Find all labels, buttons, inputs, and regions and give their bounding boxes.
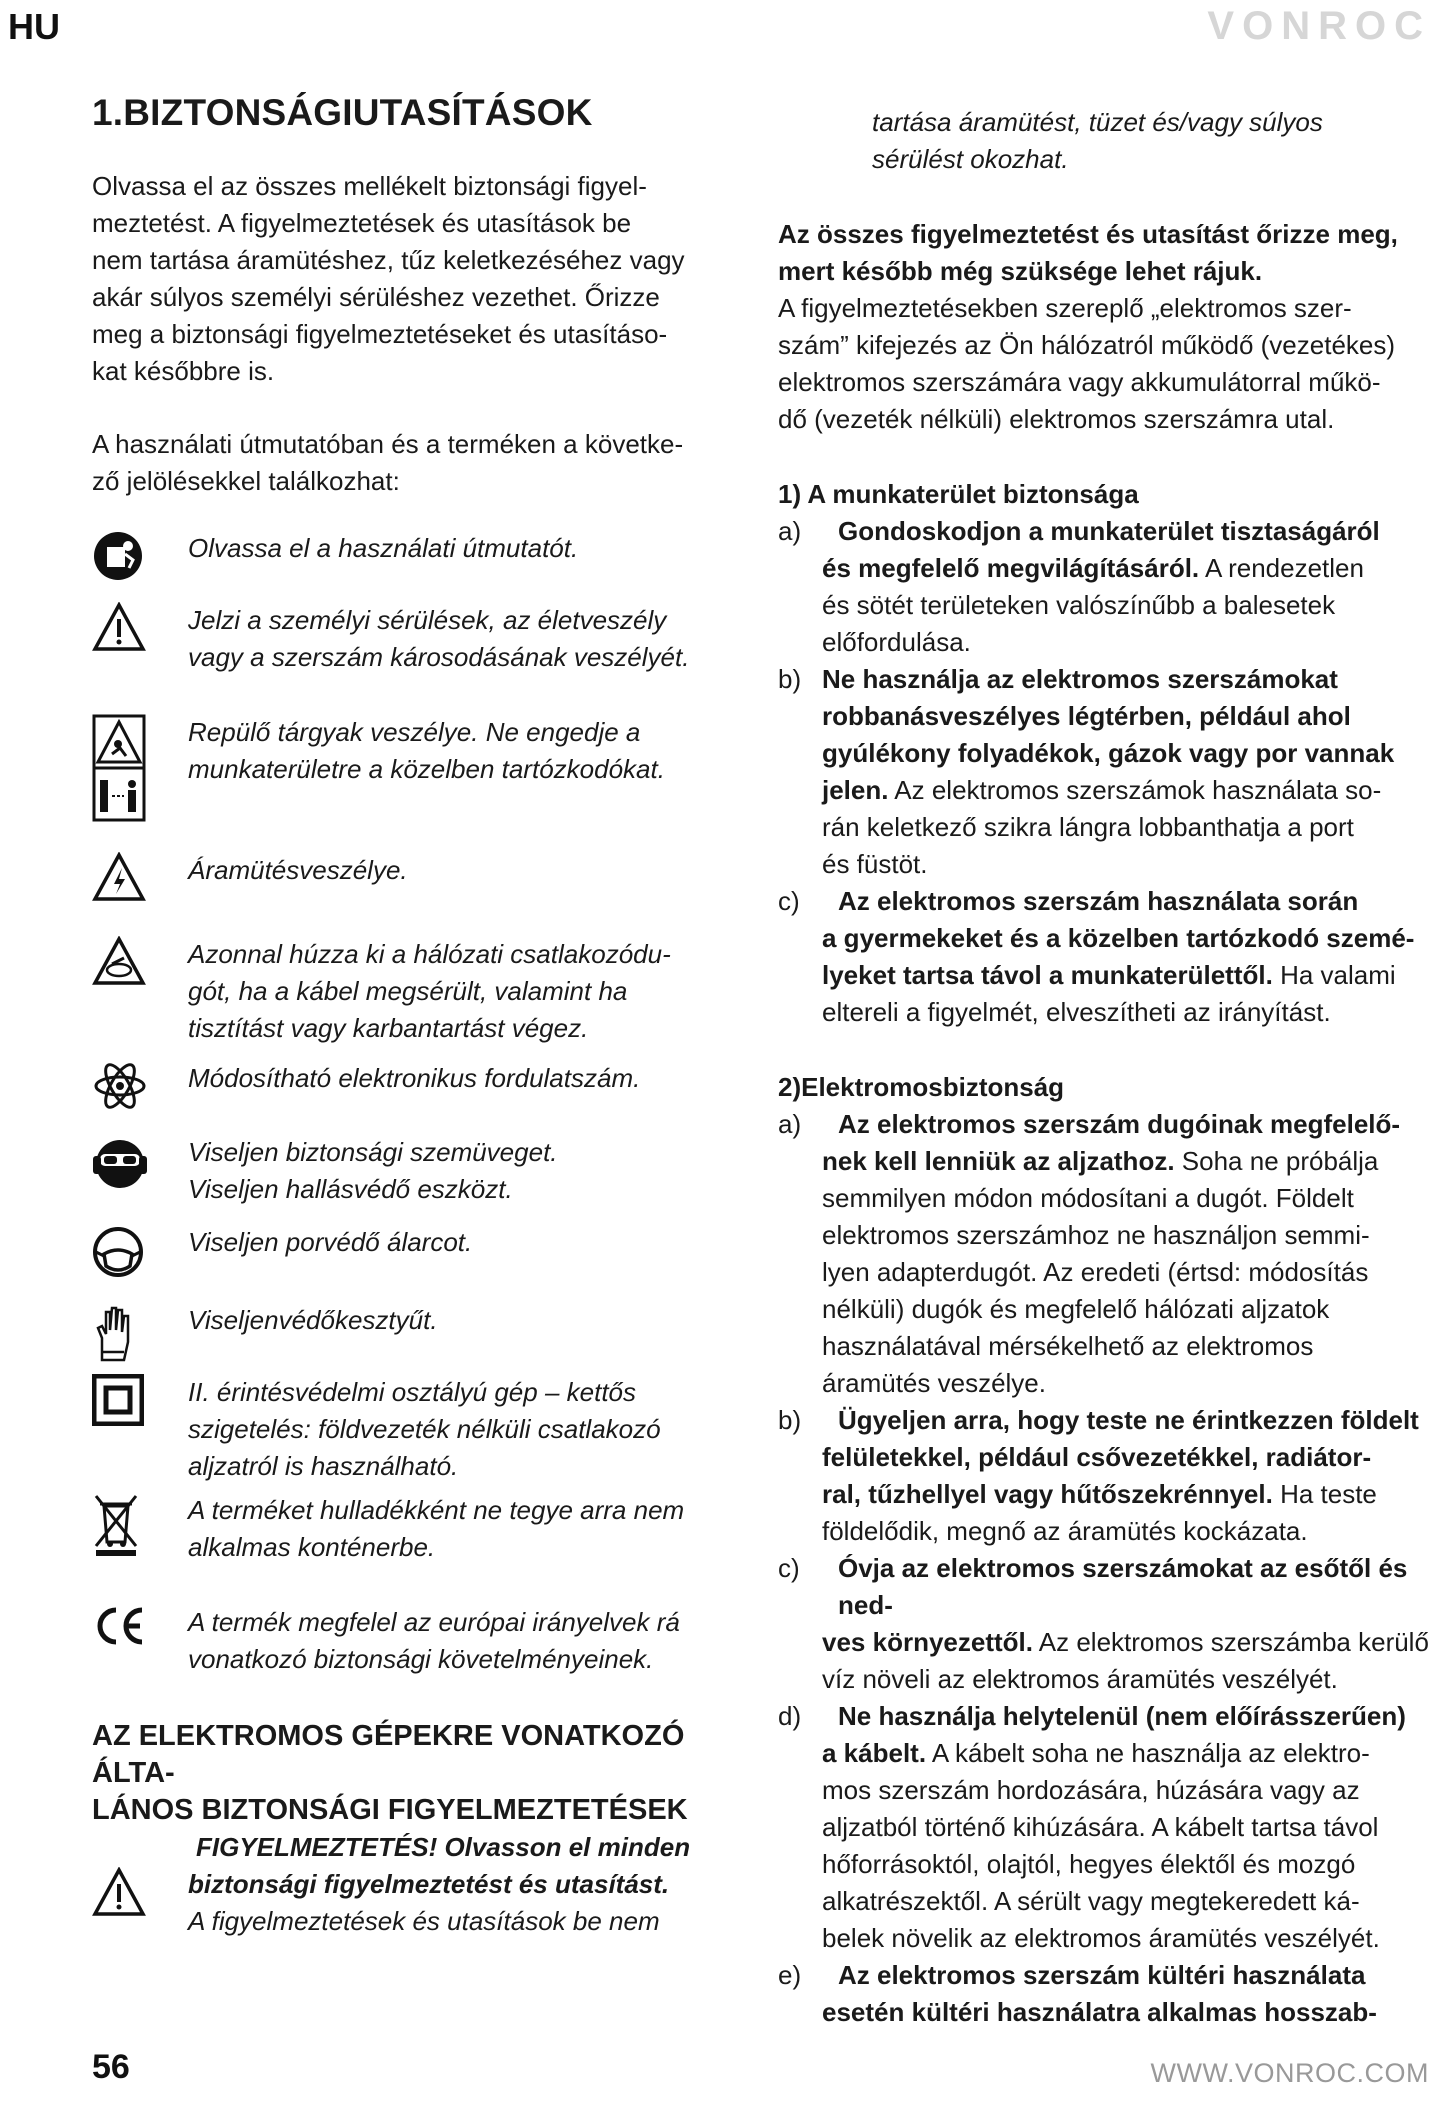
text-line [822, 1735, 1440, 1772]
bold-text: ral, tűzhellyel vagy hűtőszekrénnyel. [822, 1479, 1273, 1509]
list-item [778, 1698, 1440, 1957]
text-line: meztetést. A figyelmeztetések és utasítások be [92, 208, 632, 238]
item-body [822, 513, 1440, 661]
heading-line: AZ ELEKTROMOS GÉPEKRE VONATKOZÓ ÁLTA- [92, 1720, 685, 1789]
text-line: aljzatból történő kihúzására. A kábelt tartsa távol [822, 1812, 1379, 1842]
page-number: 56 [92, 2048, 130, 2086]
text-line: Viseljenvédőkesztyűt. [188, 1305, 438, 1335]
text-line: és füstöt. [822, 849, 928, 879]
text-line: Repülő tárgyak veszélye. Ne engedje a [188, 717, 641, 747]
text-line: A használati útmutatóban és a terméken a követke- [92, 429, 684, 459]
text-line: földelődik, megnő az áramütés kockázata. [822, 1516, 1308, 1546]
symbol-row [92, 1604, 752, 1678]
flying-objects-icon [92, 714, 188, 822]
footer-url: WWW.VONROC.COM [1150, 2058, 1429, 2088]
text-line: biztonsági figyelmeztetést és utasítást. [188, 1869, 670, 1899]
item-label: b) [778, 664, 802, 694]
text-line: vonatkozó biztonsági követelményeinek. [188, 1644, 654, 1674]
symbol-row [92, 1374, 752, 1485]
bold-text: Az elektromos szerszám dugóinak megfelelő- [838, 1109, 1401, 1139]
text-line [822, 1550, 1440, 1624]
symbol-description [188, 936, 752, 1047]
text-line: A terméket hulladékként ne tegye arra nem [188, 1495, 685, 1525]
text-line [822, 1994, 1440, 2031]
bold-text: Az elektromos szerszám használata során [838, 886, 1359, 916]
text-line: vagy a szerszám károsodásának veszélyét. [188, 642, 690, 672]
text-line [822, 698, 1440, 735]
text-line: Az összes figyelmeztetést és utasítást őrizze meg, [778, 219, 1398, 249]
item-body [822, 1698, 1440, 1957]
text-line [822, 1439, 1440, 1476]
symbol-description [188, 1060, 752, 1097]
bold-text: Ne használja helytelenül (nem előírásszerűen) [838, 1701, 1406, 1731]
bold-text: a kábelt. [822, 1738, 927, 1768]
bold-text: Gondoskodjon a munkaterület tisztaságáról [838, 516, 1380, 546]
text-line: tartása áramütést, tüzet és/vagy súlyos [872, 107, 1323, 137]
text-line: alkatrészektől. A sérült vagy megtekeredett ká- [822, 1886, 1360, 1916]
text-line [822, 661, 1440, 698]
text-line: mert később még szüksége lehet rájuk. [778, 256, 1263, 286]
symbol-row [92, 714, 752, 822]
gloves-icon [92, 1302, 188, 1364]
text-line: Viseljen porvédő álarcot. [188, 1227, 473, 1257]
list-item [778, 513, 1440, 661]
item-body [822, 661, 1440, 883]
symbol-description [188, 1224, 752, 1261]
normal-text: Soha ne próbálja [1181, 1146, 1379, 1176]
list-item [778, 1957, 1440, 2031]
unplug-icon [92, 936, 188, 986]
item-label: b) [778, 1405, 802, 1435]
symbol-row [92, 1492, 752, 1566]
text-line: Jelzi a személyi sérülések, az életveszély [188, 605, 667, 635]
normal-text: Ha teste [1280, 1479, 1377, 1509]
bold-text: Óvja az elektromos szerszámokat az esőtől és ned- [838, 1553, 1408, 1620]
text-line: sérülést okozhat. [872, 144, 1069, 174]
text-line [822, 1698, 1440, 1735]
heading-line: LÁNOS BIZTONSÁGI FIGYELMEZTETÉSEK [92, 1794, 688, 1826]
symbol-description [188, 714, 752, 788]
list-item [778, 1550, 1440, 1698]
text-line: Olvassa el a használati útmutatót. [188, 533, 579, 563]
list-item [778, 1402, 1440, 1550]
text-line [822, 957, 1440, 994]
symbol-row [92, 602, 752, 676]
text-line: A figyelmeztetések és utasítások be nem [188, 1906, 660, 1936]
text-line: II. érintésvédelmi osztályú gép – kettős [188, 1377, 637, 1407]
text-line: aljzatról is használható. [188, 1451, 459, 1481]
work-area-items [778, 513, 1440, 1031]
bold-text: nek kell lenniük az aljzathoz. [822, 1146, 1175, 1176]
brand-logo: VONROC [1207, 4, 1431, 48]
section-title: 1.BIZTONSÁGIUTASÍTÁSOK [92, 92, 593, 133]
item-body [822, 1550, 1440, 1698]
normal-text: A kábelt soha ne használja az elektro- [931, 1738, 1370, 1768]
bold-text: ves környezettől. [822, 1627, 1033, 1657]
text-line: Olvassa el az összes mellékelt biztonsági figyel- [92, 171, 647, 201]
keep-instructions [778, 216, 1440, 290]
text-line: A termék megfelel az európai irányelvek rá [188, 1607, 680, 1637]
symbol-row [92, 936, 752, 1047]
text-line [822, 883, 1440, 920]
text-line: FIGYELMEZTETÉS! Olvasson el minden [196, 1832, 691, 1862]
text-line: Viseljen hallásvédő eszközt. [188, 1174, 513, 1204]
text-line: elektromos szerszámhoz ne használjon semmi- [822, 1220, 1370, 1250]
symbol-row [92, 1134, 752, 1208]
symbol-description [188, 1134, 752, 1208]
symbol-description [188, 602, 752, 676]
symbol-row [92, 1060, 752, 1112]
text-line: mos szerszám hordozására, húzására vagy az [822, 1775, 1360, 1805]
symbol-row [92, 1302, 752, 1364]
text-line: semmilyen módon módosítani a dugót. Földelt [822, 1183, 1354, 1213]
symbol-description [188, 1604, 752, 1678]
symbol-row [92, 1224, 752, 1280]
item-body [822, 1957, 1440, 2031]
text-line: munkaterületre a közelben tartózkodókat. [188, 754, 665, 784]
bold-text: esetén kültéri használatra alkalmas hosszab- [822, 1997, 1377, 2027]
text-line: nélküli) dugók és megfelelő hálózati aljzatok [822, 1294, 1330, 1324]
text-line: rán keletkező szikra lángra lobbanthatja a port [822, 812, 1354, 842]
weee-bin-icon [92, 1492, 188, 1558]
section-work-area-title: 1) A munkaterület biztonsága [778, 479, 1139, 509]
text-line: lyen adapterdugót. Az eredeti (értsd: módosítás [822, 1257, 1369, 1287]
text-line [822, 1476, 1440, 1513]
item-label: d) [778, 1701, 802, 1731]
double-insulation-icon [92, 1374, 188, 1426]
electric-shock-icon [92, 852, 188, 902]
symbol-description [188, 852, 752, 889]
text-line: Azonnal húzza ki a hálózati csatlakozódu- [188, 939, 671, 969]
text-line: előfordulása. [822, 627, 971, 657]
text-line: szigetelés: földvezeték nélküli csatlakozó [188, 1414, 661, 1444]
item-label: a) [778, 516, 802, 546]
text-line: Viseljen biztonsági szemüveget. [188, 1137, 558, 1167]
text-line: tisztítást vagy karbantartást végez. [188, 1013, 589, 1043]
term-definition [778, 290, 1440, 438]
text-line [822, 735, 1440, 772]
text-line: Áramütésveszélye. [188, 855, 408, 885]
read-manual-icon [92, 530, 188, 582]
left-column [92, 92, 752, 1940]
goggles-earmuffs-icon [92, 1134, 188, 1192]
language-code: HU [8, 6, 60, 47]
text-line: elektromos szerszámára vagy akkumulátorral műkö- [778, 367, 1381, 397]
symbol-description [188, 1302, 752, 1339]
text-line: A figyelmeztetésekben szereplő „elektromos szer- [778, 293, 1352, 323]
text-line [822, 1143, 1440, 1180]
item-label: e) [778, 1960, 802, 1990]
symbol-row [92, 852, 752, 902]
normal-text: Ha valami [1280, 960, 1396, 990]
text-line: víz növeli az elektromos áramütés veszélyét. [822, 1664, 1338, 1694]
bold-text: Az elektromos szerszám kültéri használata [838, 1960, 1366, 1990]
bold-text: Ne használja az elektromos szerszámokat [822, 664, 1338, 694]
text-line: dő (vezeték nélküli) elektromos szerszámra utal. [778, 404, 1335, 434]
text-line: belek növelik az elektromos áramütés veszélyét. [822, 1923, 1380, 1953]
continued-text [778, 104, 1440, 178]
list-item [778, 661, 1440, 883]
item-label: a) [778, 1109, 802, 1139]
text-line: alkalmas konténerbe. [188, 1532, 436, 1562]
text-line: meg a biztonsági figyelmeztetéseket és utasításo- [92, 319, 668, 349]
text-line: ző jelölésekkel találkozhat: [92, 466, 400, 496]
electrical-items [778, 1106, 1440, 2031]
text-line [822, 1957, 1440, 1994]
warning-text [188, 1829, 690, 1940]
normal-text: Az elektromos szerszámok használata so- [894, 775, 1382, 805]
normal-text: Az elektromos szerszámba kerülő [1038, 1627, 1429, 1657]
bold-text: Ügyeljen arra, hogy teste ne érintkezzen földelt [838, 1405, 1419, 1435]
item-body [822, 883, 1440, 1031]
variable-speed-icon [92, 1060, 188, 1112]
text-line: akár súlyos személyi sérüléshez vezethet. Őrizze [92, 282, 660, 312]
text-line: kat későbbre is. [92, 356, 275, 386]
bold-text: jelen. [822, 775, 889, 805]
text-line [822, 550, 1440, 587]
bold-text: és megfelelő megvilágításáról. [822, 553, 1200, 583]
text-line: nem tartása áramütéshez, tűz keletkezéséhez vagy [92, 245, 685, 275]
text-line: és sötét területeken valószínűbb a balesetek [822, 590, 1336, 620]
symbol-row [92, 530, 752, 582]
text-line: használatával mérsékelhető az elektromos [822, 1331, 1314, 1361]
bold-text: felületekkel, például csővezetékkel, radiátor- [822, 1442, 1372, 1472]
dust-mask-icon [92, 1224, 188, 1280]
symbol-description [188, 1492, 752, 1566]
symbol-description [188, 1374, 752, 1485]
right-column [778, 104, 1440, 2031]
text-line: szám” kifejezés az Ön hálózatról működő (vezetékes) [778, 330, 1396, 360]
bold-text: a gyermekeket és a közelben tartózkodó szemé- [822, 923, 1415, 953]
section-electrical-title: 2)Elektromosbiztonság [778, 1072, 1065, 1102]
symbol-list [92, 530, 752, 1690]
item-body [822, 1402, 1440, 1550]
normal-text: A rendezetlen [1204, 553, 1364, 583]
item-label: c) [778, 1553, 800, 1583]
text-line [822, 1106, 1440, 1143]
text-line [822, 1624, 1440, 1661]
text-line [822, 772, 1440, 809]
text-line: áramütés veszélye. [822, 1368, 1046, 1398]
bold-text: gyúlékony folyadékok, gázok vagy por vannak [822, 738, 1395, 768]
text-line [822, 920, 1440, 957]
text-line [822, 1402, 1440, 1439]
ce-mark-icon [92, 1604, 188, 1648]
bold-text: robbanásveszélyes légtérben, például ahol [822, 701, 1351, 731]
text-line [822, 513, 1440, 550]
bold-text: lyeket tartsa távol a munkaterülettől. [822, 960, 1273, 990]
text-line: hőforrásoktól, olajtól, hegyes élektől és mozgó [822, 1849, 1356, 1879]
text-line: eltereli a figyelmét, elveszítheti az irányítást. [822, 997, 1331, 1027]
text-line: gót, ha a kábel megsérült, valamint ha [188, 976, 628, 1006]
item-body [822, 1106, 1440, 1402]
item-label: c) [778, 886, 800, 916]
warning-triangle-icon [92, 602, 188, 652]
list-item [778, 1106, 1440, 1402]
symbol-description [188, 530, 752, 567]
general-warnings-heading [92, 1718, 752, 1829]
list-item [778, 883, 1440, 1031]
text-line: Módosítható elektronikus fordulatszám. [188, 1063, 641, 1093]
warning-block [92, 1829, 752, 1940]
symbols-intro-paragraph [92, 426, 752, 500]
warning-triangle-icon [92, 1829, 188, 1940]
intro-paragraph [92, 168, 752, 390]
